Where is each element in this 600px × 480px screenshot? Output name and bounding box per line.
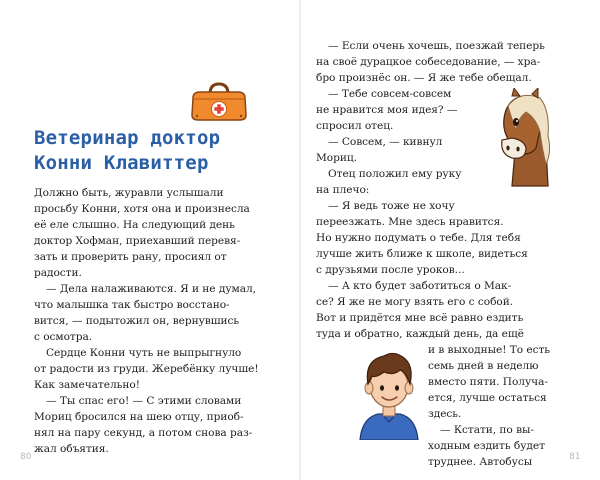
text-line: просьбу Конни, хотя она и произнесла [34, 203, 250, 215]
text-line: Но нужно подумать о тебе. Для тебя [316, 232, 521, 244]
text-line: семь дней в неделю [428, 360, 539, 372]
text-line: вместо пяти. Получа- [428, 376, 548, 388]
text-line: спросил отец. [316, 120, 394, 132]
chapter-title: Конни Клавиттер [34, 152, 209, 174]
text-line: доктор Хофман, приехавший перевя- [34, 235, 241, 247]
vet-bag-icon [188, 80, 250, 122]
text-line: Мориц бросился на шею отцу, приоб- [34, 411, 244, 423]
text-line: бро произнёс он. — Я же тебе обещал. [316, 72, 532, 84]
text-line: труднее. Автобусы [428, 456, 533, 468]
text-line: — А кто будет заботиться о Мак- [328, 280, 512, 292]
boy-illustration [354, 348, 424, 440]
text-line: — Если очень хочешь, поезжай теперь [328, 40, 545, 52]
page-number: 80 [20, 452, 32, 462]
text-line: на своё дурацкое собеседование, — хра- [316, 56, 541, 68]
text-line: Как замечательно! [34, 379, 140, 391]
text-line: здесь. [428, 408, 462, 420]
text-line: с друзьями после уроков... [316, 264, 465, 276]
text-line: радости. [34, 267, 82, 279]
text-line: её еле слышно. На следующий день [34, 219, 235, 231]
text-line: Должно быть, журавли услышали [34, 187, 224, 199]
text-line: от радости из груди. Жеребёнку лучше! [34, 363, 259, 375]
text-line: се? Я же не могу взять его с собой. [316, 296, 514, 308]
text-line: Отец положил ему руку [328, 168, 462, 180]
text-line: нял на пару секунд, а потом снова раз- [34, 427, 253, 439]
text-line: жал объятия. [34, 443, 109, 455]
text-line: Мориц. [316, 152, 357, 164]
text-line: не нравится моя идея? — [316, 104, 458, 116]
text-line: — Кстати, по вы- [440, 424, 534, 436]
text-line: Вот и придётся мне всё равно ездить [316, 312, 524, 324]
text-line: и в выходные! То есть [428, 344, 551, 356]
text-line: зать и проверить рану, просиял от [34, 251, 227, 263]
text-line: лучше жить ближе к школе, видеться [316, 248, 528, 260]
text-line: туда и обратно, каждый день, да ещё [316, 328, 524, 340]
pony-illustration [496, 88, 560, 188]
text-line: Сердце Конни чуть не выпрыгнуло [46, 347, 242, 359]
text-line: что малышка так быстро восстано- [34, 299, 230, 311]
text-line: — Ты спас его! — С этими словами [46, 395, 242, 407]
text-line: с осмотра. [34, 331, 93, 343]
text-line: — Совсем, — кивнул [328, 136, 443, 148]
text-line: ется, лучше остаться [428, 392, 547, 404]
text-line: — Тебе совсем-совсем [328, 88, 452, 100]
chapter-title: Ветеринар доктор [34, 127, 221, 149]
text-line: на плечо: [316, 184, 370, 196]
right-page [300, 0, 600, 480]
text-line: переезжать. Мне здесь нравится. [316, 216, 504, 228]
page-number: 81 [569, 452, 581, 462]
text-line: ходным ездить будет [428, 440, 545, 452]
text-line: — Я ведь тоже не хочу [328, 200, 455, 212]
text-line: — Дела налаживаются. Я и не думал, [46, 283, 256, 295]
text-line: вится, — подытожил он, вернувшись [34, 315, 240, 327]
